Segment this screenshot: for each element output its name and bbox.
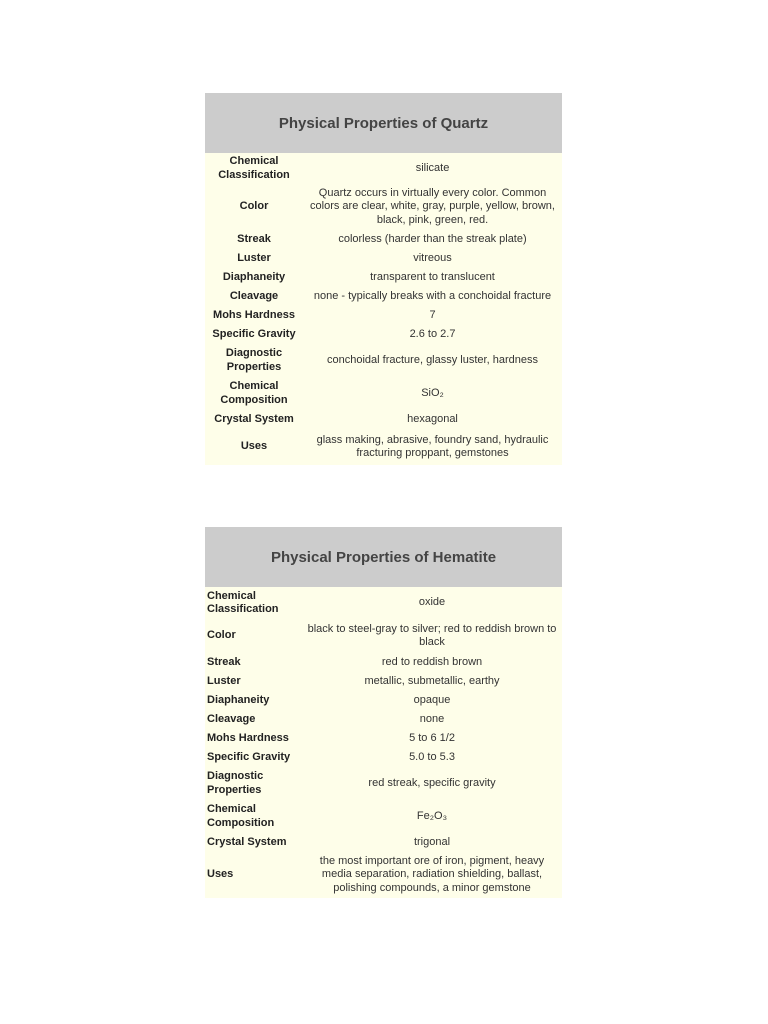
property-value: red to reddish brown: [381, 655, 483, 668]
property-value: silicate: [415, 161, 450, 174]
property-value: metallic, submetallic, earthy: [364, 674, 500, 687]
table-row: [205, 184, 562, 230]
property-label: Chemical Composition: [220, 380, 288, 406]
property-value: trigonal: [413, 835, 451, 848]
property-label: Cleavage: [207, 712, 256, 725]
table-row: [205, 619, 562, 653]
table-row: [205, 153, 562, 184]
table-row: [205, 230, 562, 249]
table-row: [205, 710, 562, 729]
property-label: Cleavage: [229, 289, 279, 302]
hematite-card-title: Physical Properties of Hematite: [205, 527, 562, 587]
property-value: colorless (harder than the streak plate): [338, 232, 527, 245]
hematite-properties-table: [205, 587, 562, 898]
property-value: SiO₂: [421, 386, 444, 399]
table-row: [205, 672, 562, 691]
property-value: conchoidal fracture, glassy luster, hardness: [327, 353, 538, 366]
quartz-properties-table: [205, 153, 562, 465]
table-row: [205, 344, 562, 377]
table-row: [205, 306, 562, 325]
property-label: Uses: [240, 440, 268, 453]
property-value: black to steel-gray to silver; red to reddish brown to black: [307, 622, 557, 648]
property-label: Diagnostic Properties: [225, 347, 283, 373]
property-label: Specific Gravity: [212, 327, 296, 340]
property-value: none - typically breaks with a conchoidal fracture: [313, 289, 552, 302]
property-value: 5.0 to 5.3: [409, 750, 455, 763]
property-value: oxide: [418, 596, 446, 609]
property-value: Quartz occurs in virtually every color. Common colors are clear, white, gray, purple, yellow, brown, black, pink, green, red.: [310, 186, 555, 226]
hematite-properties-card: [205, 527, 562, 898]
property-label: Diaphaneity: [207, 693, 270, 706]
property-label: Crystal System: [214, 412, 294, 425]
property-label: Streak: [237, 232, 271, 245]
property-value: 2.6 to 2.7: [409, 327, 456, 340]
quartz-card-title: Physical Properties of Quartz: [205, 93, 562, 153]
property-label: Crystal System: [207, 835, 287, 848]
table-row: [205, 410, 562, 429]
property-label: Diagnostic Properties: [207, 770, 264, 796]
property-value: vitreous: [413, 251, 452, 264]
table-row: [205, 377, 562, 410]
property-label: Diaphaneity: [222, 270, 286, 283]
property-label: Color: [207, 629, 236, 642]
property-label: Luster: [207, 674, 241, 687]
table-row: [205, 767, 562, 800]
quartz-properties-card: [205, 93, 562, 465]
property-label: Specific Gravity: [207, 750, 291, 763]
property-label: Uses: [207, 868, 234, 881]
property-label: Chemical Composition: [207, 803, 275, 829]
property-label: Luster: [237, 251, 271, 264]
table-row: [205, 587, 562, 619]
table-row: [205, 729, 562, 748]
property-label: Color: [239, 200, 269, 213]
table-row: [205, 748, 562, 767]
table-row: [205, 287, 562, 306]
property-label: Chemical Classification: [207, 589, 279, 615]
table-row: [205, 429, 562, 465]
table-row: [205, 268, 562, 287]
property-label: Chemical Classification: [218, 155, 290, 181]
property-value: 5 to 6 1/2: [409, 731, 455, 744]
property-value: none: [419, 712, 445, 725]
table-row: [205, 653, 562, 672]
table-row: [205, 325, 562, 344]
table-row: [205, 852, 562, 898]
property-value: glass making, abrasive, foundry sand, hydraulic fracturing proppant, gemstones: [316, 433, 549, 459]
table-row: [205, 691, 562, 710]
property-value: transparent to translucent: [370, 270, 495, 283]
table-row: [205, 800, 562, 833]
property-value: Fe₂O₃: [416, 809, 448, 822]
property-label: Streak: [207, 655, 241, 668]
property-label: Mohs Hardness: [213, 308, 295, 321]
table-row: [205, 833, 562, 852]
property-value: 7: [429, 308, 436, 321]
property-value: the most important ore of iron, pigment, heavy media separation, radiation shielding, ballast, polishing compounds, a minor gemstone: [319, 854, 545, 894]
property-value: red streak, specific gravity: [368, 776, 496, 789]
property-value: hexagonal: [407, 412, 458, 425]
property-label: Mohs Hardness: [207, 731, 289, 744]
property-value: opaque: [413, 693, 451, 706]
table-row: [205, 249, 562, 268]
